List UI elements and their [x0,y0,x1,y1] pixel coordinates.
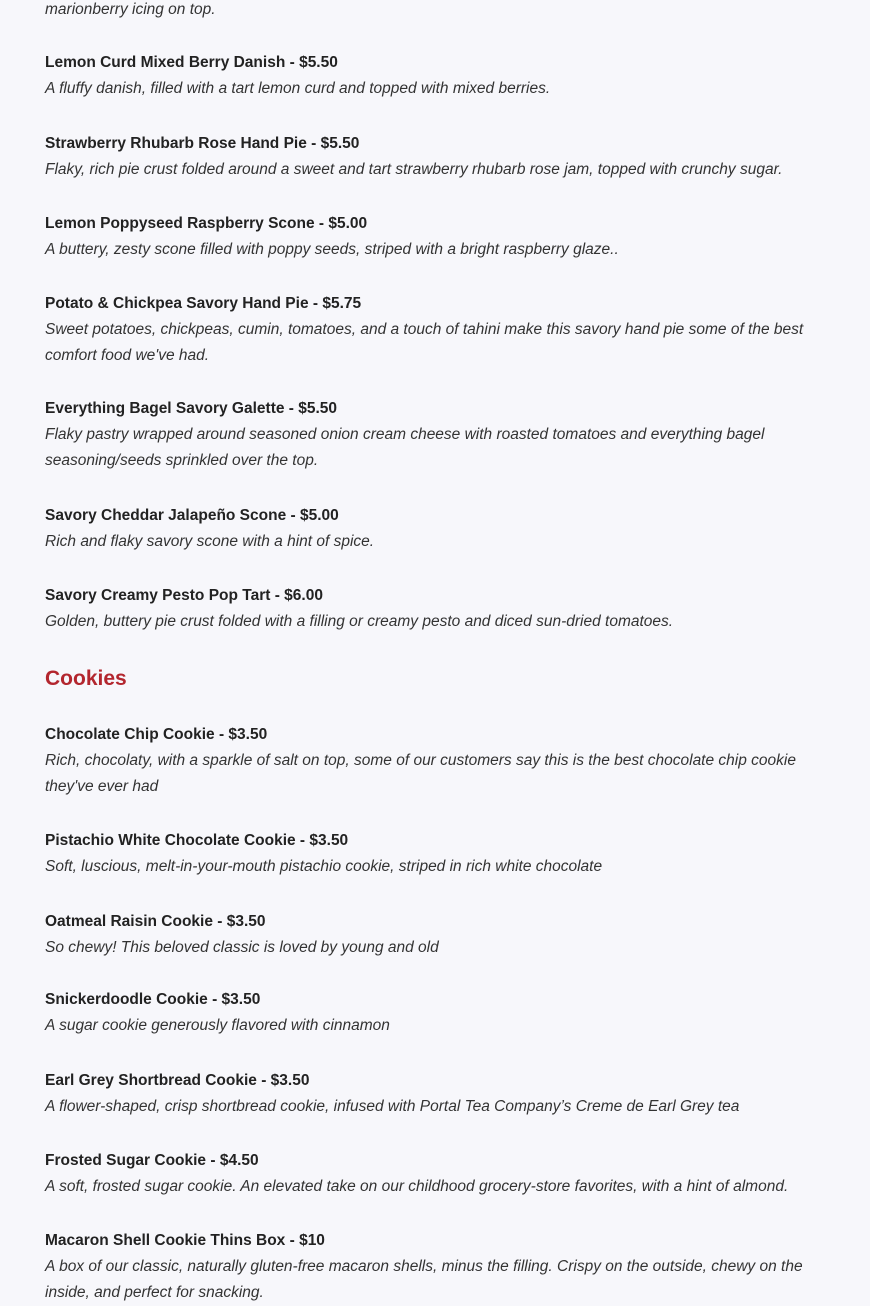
menu-item-lemon-curd-danish [45,53,845,102]
item-title: Pistachio White Chocolate Cookie - $3.50 [45,832,349,849]
menu-item-pesto-pop-tart [45,586,845,635]
item-title: Potato & Chickpea Savory Hand Pie - $5.75 [45,295,362,312]
menu-item-everything-bagel-galette [45,399,845,474]
menu-item-cheddar-jalapeno-scone [45,506,845,555]
item-description: Soft, luscious, melt-in-your-mouth pistachio cookie, striped in rich white chocolate [45,858,603,875]
menu-item-potato-chickpea-hand-pie [45,294,845,369]
item-title: Everything Bagel Savory Galette - $5.50 [45,400,338,417]
item-title: Earl Grey Shortbread Cookie - $3.50 [45,1072,310,1089]
item-title: Oatmeal Raisin Cookie - $3.50 [45,913,266,930]
menu-item-earl-grey-shortbread [45,1071,845,1120]
menu-item-macaron-shell-thins [45,1231,845,1306]
item-title: Lemon Curd Mixed Berry Danish - $5.50 [45,54,338,71]
item-description: Golden, buttery pie crust folded with a filling or creamy pesto and diced sun-dried tomatoes. [45,613,674,630]
item-description: Flaky, rich pie crust folded around a sweet and tart strawberry rhubarb rose jam, topped with crunchy sugar. [45,161,783,178]
item-description: So chewy! This beloved classic is loved by young and old [45,939,439,956]
menu-item-snickerdoodle-cookie [45,990,845,1039]
item-description: A buttery, zesty scone filled with poppy seeds, striped with a bright raspberry glaze.. [45,241,619,258]
item-description: A sugar cookie generously flavored with cinnamon [45,1017,390,1034]
item-description: A box of our classic, naturally gluten-free macaron shells, minus the filling. Crispy on the outside, chewy on the inside, and perfect for snacking. [45,1258,803,1301]
menu-item-strawberry-rhubarb-hand-pie [45,134,845,183]
item-description: Flaky pastry wrapped around seasoned onion cream cheese with roasted tomatoes and everything bagel seasoning/seeds sprinkled over the top. [45,426,765,469]
item-title: Frosted Sugar Cookie - $4.50 [45,1152,259,1169]
item-description: Sweet potatoes, chickpeas, cumin, tomatoes, and a touch of tahini make this savory hand pie some of the best comfort food we've had. [45,321,804,364]
section-heading-cookies: Cookies [45,667,127,690]
item-description: Rich, chocolaty, with a sparkle of salt on top, some of our customers say this is the best chocolate chip cookie they've ever had [45,752,796,795]
menu-item-oatmeal-raisin-cookie [45,912,845,961]
item-description: Rich and flaky savory scone with a hint of spice. [45,533,375,550]
item-description-continued: marionberry icing on top. [45,1,216,18]
item-title: Macaron Shell Cookie Thins Box - $10 [45,1232,325,1249]
item-title: Strawberry Rhubarb Rose Hand Pie - $5.50 [45,135,360,152]
item-title: Savory Cheddar Jalapeño Scone - $5.00 [45,507,339,524]
item-title: Savory Creamy Pesto Pop Tart - $6.00 [45,587,323,604]
item-description: A flower-shaped, crisp shortbread cookie, infused with Portal Tea Company’s Creme de Earl Grey tea [45,1098,740,1115]
menu-item-frosted-sugar-cookie [45,1151,845,1200]
menu-item-lemon-poppyseed-scone [45,214,845,263]
menu-item-pistachio-white-chocolate-cookie [45,831,845,880]
item-title: Chocolate Chip Cookie - $3.50 [45,726,268,743]
item-title: Snickerdoodle Cookie - $3.50 [45,991,261,1008]
item-description: A fluffy danish, filled with a tart lemon curd and topped with mixed berries. [45,80,551,97]
item-title: Lemon Poppyseed Raspberry Scone - $5.00 [45,215,368,232]
menu-item-chocolate-chip-cookie [45,725,845,800]
item-description: A soft, frosted sugar cookie. An elevated take on our childhood grocery-store favorites, with a hint of almond. [45,1178,789,1195]
